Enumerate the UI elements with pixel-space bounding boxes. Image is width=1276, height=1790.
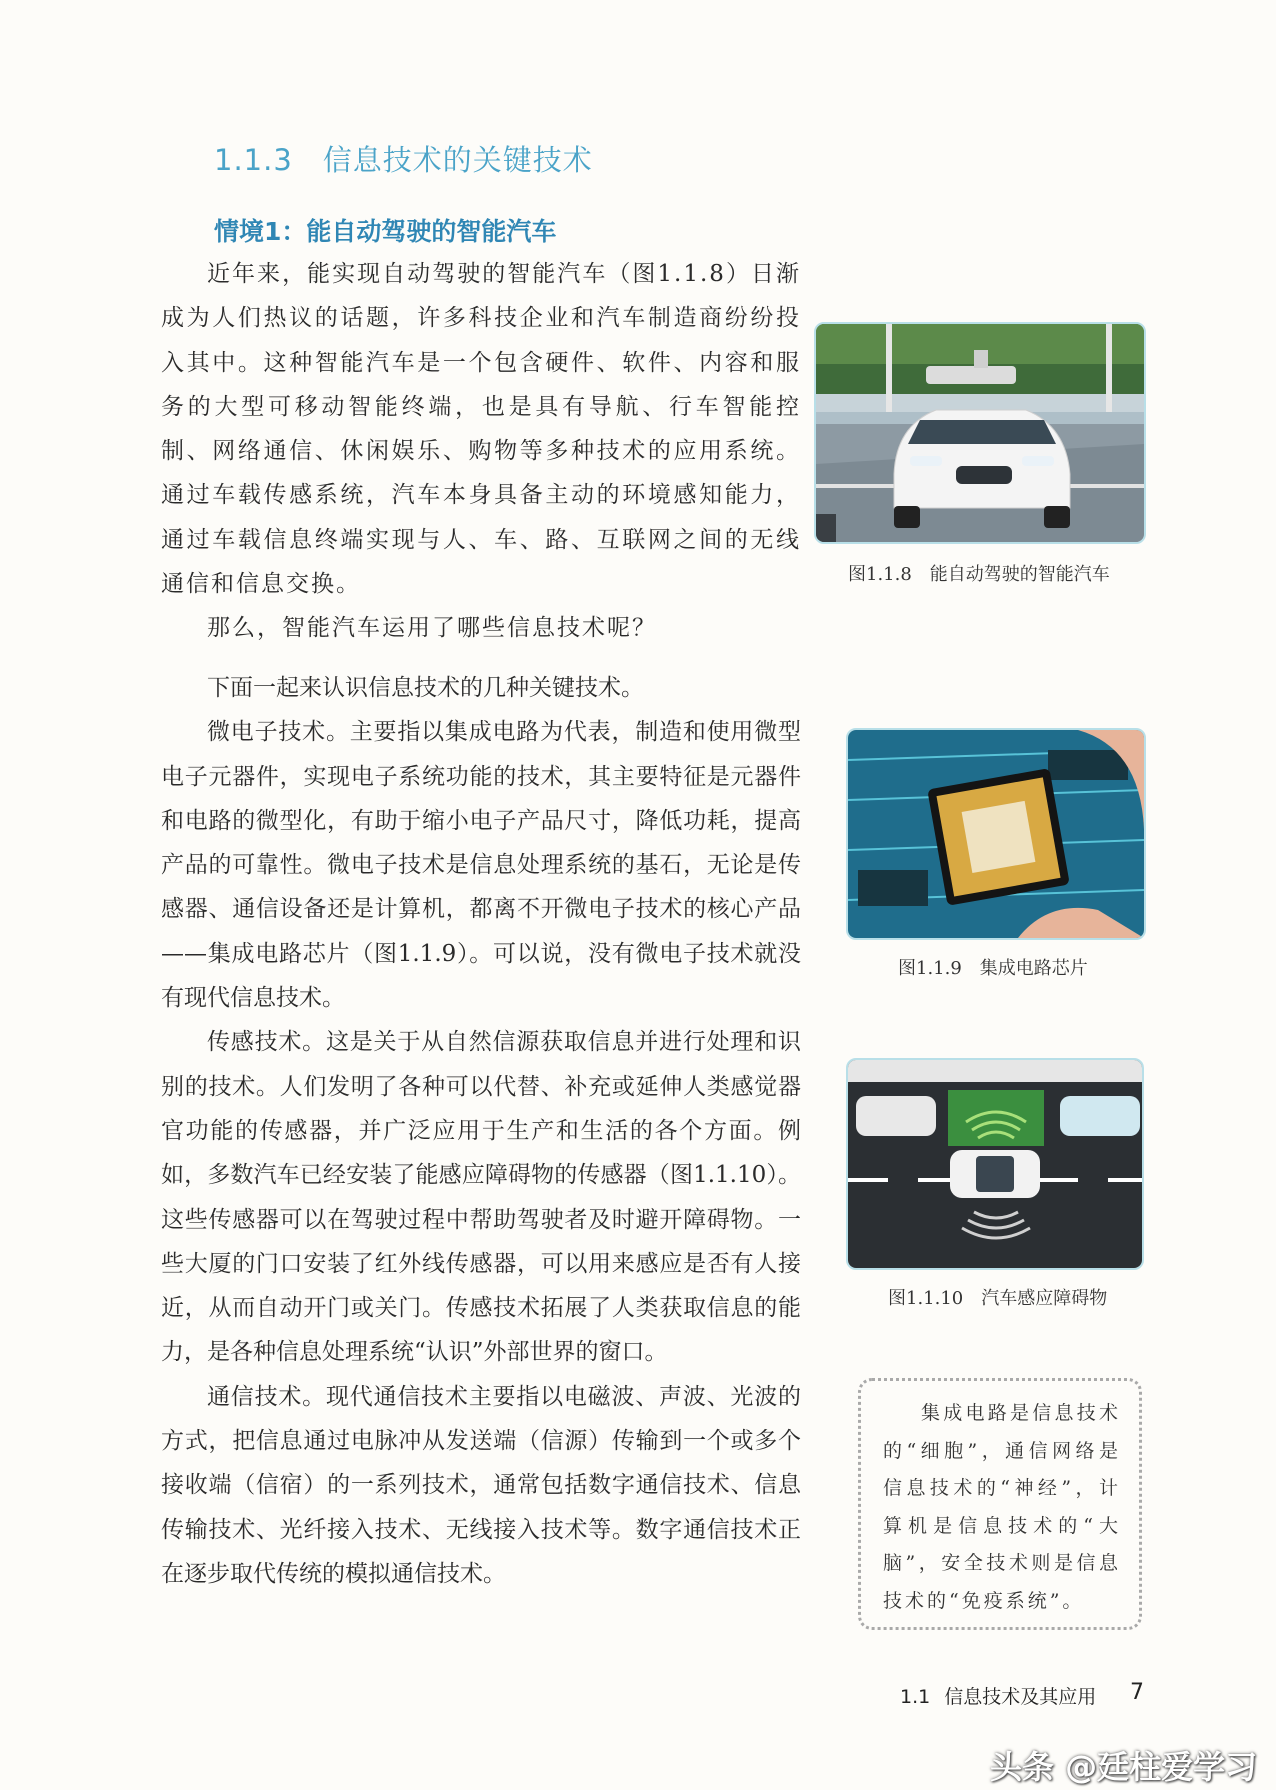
section-heading [214, 138, 593, 179]
section-number: 1.1.3 [214, 143, 293, 177]
figure-car-sensor [846, 1058, 1144, 1270]
scenario-heading: 情境1：能自动驾驶的智能汽车 [214, 217, 557, 246]
watermark: 头条 @廷柱爱学习 [990, 1748, 1258, 1786]
body-sensing: 传感技术。这是关于从自然信源获取信息并进行处理和识别的技术。人们发明了各种可以代替、补充或延伸人类感觉器官功能的传感器，并广泛应用于生产和生活的各个方面。例如，多数汽车已经安装了能感应障碍物的传感器（图1.1.10）。这些传感器可以在驾驶过程中帮助驾驶者及时避开障碍物。一些大厦的门口安装了红外线传感器，可以用来感应是否有人接近，从而自动开门或关门。传感技术拓展了人类获取信息的能力，是各种信息处理系统“认识”外部世界的窗口。 [161, 1029, 801, 1366]
body-text [161, 666, 801, 1596]
figure-self-driving-car [814, 322, 1146, 544]
body-communication: 通信技术。现代通信技术主要指以电磁波、声波、光波的方式，把信息通过电脉冲从发送端（信源）传输到一个或多个接收端（信宿）的一系列技术，通常包括数字通信技术、信息传输技术、光纤接入技术、无线接入技术等。数字通信技术正在逐步取代传统的模拟通信技术。 [161, 1383, 801, 1587]
scenario-paragraph: 近年来，能实现自动驾驶的智能汽车（图1.1.8）日渐成为人们热议的话题，许多科技企业和汽车制造商纷纷投入其中。这种智能汽车是一个包含硬件、软件、内容和服务的大型可移动智能终端，也是具有导航、行车智能控制、网络通信、休闲娱乐、购物等多种技术的应用系统。通过车载传感系统，汽车本身具备主动的环境感知能力，通过车载信息终端实现与人、车、路、互联网之间的无线通信和信息交换。 [161, 261, 801, 598]
scenario-question: 那么，智能汽车运用了哪些信息技术呢？ [207, 615, 657, 642]
caption-sensor: 图1.1.10 汽车感应障碍物 [888, 1288, 1108, 1309]
car-illustration [816, 324, 1144, 542]
caption-car: 图1.1.8 能自动驾驶的智能汽车 [848, 564, 1110, 585]
caption-chip: 图1.1.9 集成电路芯片 [898, 958, 1088, 979]
chip-illustration [848, 730, 1144, 938]
sidebar-note [858, 1378, 1142, 1630]
footer-section: 1.1 [900, 1686, 931, 1708]
note-text: 集成电路是信息技术的“细胞”，通信网络是信息技术的“神经”，计算机是信息技术的“大脑”，安全技术则是信息技术的“免疫系统”。 [883, 1402, 1121, 1612]
running-footer [900, 1682, 1096, 1709]
footer-title: 信息技术及其应用 [944, 1686, 1097, 1708]
figure-ic-chip [846, 728, 1146, 940]
section-title: 信息技术的关键技术 [322, 143, 593, 177]
body-intro: 下面一起来认识信息技术的几种关键技术。 [207, 675, 644, 701]
body-microelectronics: 微电子技术。主要指以集成电路为代表，制造和使用微型电子元器件，实现电子系统功能的技术，其主要特征是元器件和电路的微型化，有助于缩小电子产品尺寸，降低功耗，提高产品的可靠性。微电子技术是信息处理系统的基石，无论是传感器、通信设备还是计算机，都离不开微电子技术的核心产品——集成电路芯片（图1.1.9）。可以说，没有微电子技术就没有现代信息技术。 [161, 719, 801, 1012]
sensor-illustration [848, 1060, 1142, 1268]
page-number: 7 [1130, 1680, 1144, 1705]
scenario-text [161, 252, 801, 651]
